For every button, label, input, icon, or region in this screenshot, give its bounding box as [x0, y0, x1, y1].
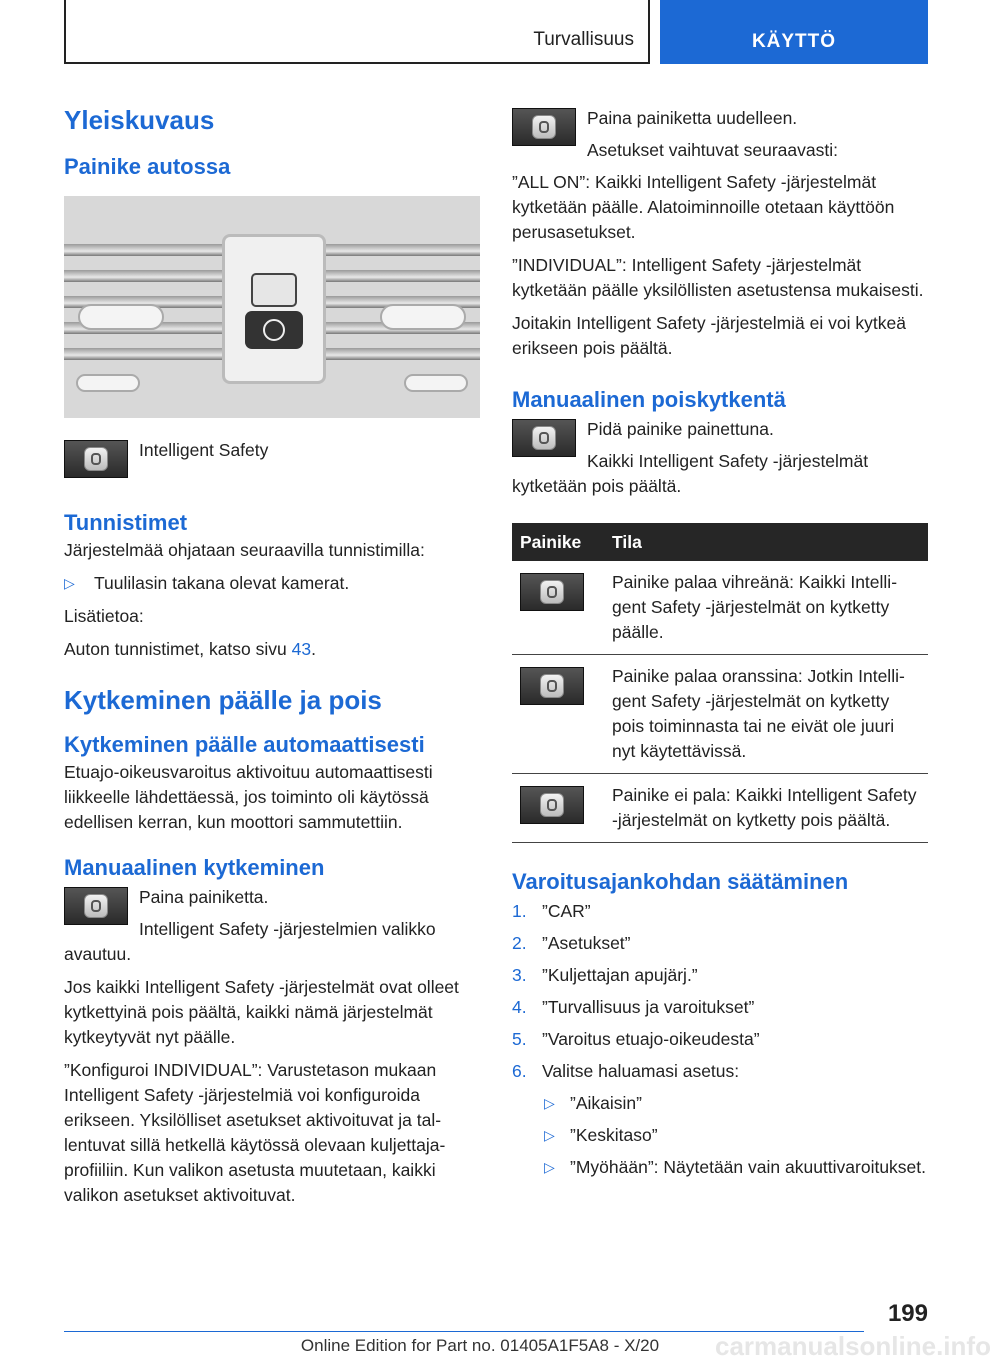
manual-off-step: [512, 417, 928, 481]
state-orange: Painike palaa oranssina: Jotkin Intelligent Safety -järjestelmät on kytketty pois toiminnasta tai ne eivät ole juuri nyt käytettävissä.: [604, 655, 928, 774]
heading-warning-timing: Varoitusajankohdan säätäminen: [512, 869, 849, 894]
list-item: 1. ”CAR”: [512, 901, 591, 921]
table-header-row: [512, 523, 928, 561]
list-item: ▷ ”Aikaisin”: [512, 1091, 928, 1116]
intelligent-safety-icon: [64, 440, 128, 478]
more-info-label: Lisätietoa:: [64, 606, 144, 626]
table-row: [512, 774, 928, 843]
button-location-photo: [64, 196, 480, 418]
page-link-43[interactable]: 43: [291, 639, 312, 659]
manual-off-result: Kaikki Intelligent Safety -järjestelmät kytketään pois päältä.: [512, 451, 869, 496]
right-column: [512, 100, 928, 1180]
table-header-button: Painike: [512, 523, 604, 561]
chapter-tab: [660, 0, 928, 64]
list-item: 6. Valitse haluamasi asetus:: [512, 1061, 740, 1081]
intelligent-safety-icon: [512, 108, 576, 146]
some-cannot-text: Joitakin Intelligent Safety -järjestelmiä ei voi kytkeä erikseen pois päältä.: [512, 313, 906, 358]
intelligent-safety-icon: [512, 419, 576, 457]
heading-switching: Kytkeminen päälle ja pois: [64, 685, 382, 715]
triangle-bullet-icon: ▷: [544, 1127, 555, 1143]
state-off: Painike ei pala: Kaikki Intelligent Safety -järjestelmät on kytketty pois päältä.: [604, 774, 928, 843]
triangle-bullet-icon: ▷: [544, 1095, 555, 1111]
page-number: 199: [887, 1300, 928, 1327]
triangle-bullet-icon: ▷: [64, 575, 75, 591]
sensors-intro: Järjestelmää ohjataan seuraavilla tunnistimilla:: [64, 540, 425, 560]
list-item: 5. ”Varoitus etuajo-oikeudesta”: [512, 1029, 760, 1049]
heading-manual-on: Manuaalinen kytkeminen: [64, 855, 325, 880]
timing-steps: [512, 899, 928, 1180]
all-on-text: ”ALL ON”: Kaikki Intelligent Safety -järjestelmät kytketään päälle. Alatoiminnoille otetaan käyttöön perusasetukset.: [512, 172, 895, 242]
intelligent-safety-icon: [520, 667, 584, 705]
sensors-reference: Auton tunnistimet, katso sivu 43.: [64, 639, 316, 659]
heading-button-in-car: Painike autossa: [64, 154, 231, 179]
press-again-step: [512, 106, 928, 170]
manual-on-step: [64, 885, 480, 949]
section-title: Turvallisuus: [533, 29, 634, 50]
manual-on-configure: ”Konfiguroi INDIVIDUAL”: Varustetason mukaan Intelligent Safety -järjestelmiä voi konfiguroida erikseen. Yksilölliset asetukset aktivoituvat ja tallentuvat sillä hetkellä käytössä olevaan kuljettajaprofiiliin. Kun valikon asetusta muutetaan, kaikki valikon asetukset aktivoituvat.: [64, 1060, 446, 1205]
press-again-text: Paina painiketta uudelleen.: [587, 108, 798, 128]
individual-text: ”INDIVIDUAL”: Intelligent Safety -järjestelmät kytketään päälle yksilöllisten asetustensa mukaisesti.: [512, 255, 924, 300]
list-item: 4. ”Turvallisuus ja varoitukset”: [512, 997, 755, 1017]
intelligent-safety-button-photo: [245, 311, 303, 349]
button-legend: [64, 438, 480, 490]
manual-on-all-off: Jos kaikki Intelligent Safety -järjestelmät ovat olleet kytkettyinä pois päältä, kaikki nämä järjestelmät kytkeytyvät nyt päälle.: [64, 977, 459, 1047]
list-item: ▷ ”Myöhään”: Näytetään vain akuuttivaroitukset.: [512, 1155, 928, 1180]
manual-on-menu: Intelligent Safety -järjestelmien valikko avautuu.: [64, 919, 436, 964]
state-green: Painike palaa vihreänä: Kaikki Intelligent Safety -järjestelmät on kytketty päälle.: [604, 561, 928, 655]
manual-off-hold: Pidä painike painettuna.: [587, 419, 774, 439]
intelligent-safety-icon: [520, 786, 584, 824]
list-item: ▷ ”Keskitaso”: [512, 1123, 928, 1148]
watermark-brand: carmanualsonline.info: [715, 1331, 991, 1361]
sensors-item: Tuulilasin takana olevat kamerat.: [94, 573, 350, 593]
page-header: [64, 0, 928, 64]
heading-sensors: Tunnistimet: [64, 510, 188, 535]
center-console-panel: [222, 234, 326, 384]
footer-edition: Online Edition for Part no. 01405A1F5A8 - X/20: [300, 1336, 660, 1355]
auto-switch-text: Etuajo-oikeusvaroitus aktivoituu automaattisesti liikkeelle lähdettäessä, jos toiminto oli käytössä edellisen kerran, kun moottori sammutettiin.: [64, 762, 433, 832]
manual-on-press: Paina painiketta.: [139, 887, 269, 907]
table-header-state: Tila: [604, 523, 928, 561]
button-state-table: [512, 523, 928, 843]
heading-overview: Yleiskuvaus: [64, 105, 215, 135]
heading-manual-off: Manuaalinen poiskytkentä: [512, 387, 786, 412]
left-column: [64, 100, 480, 1208]
list-item: 2. ”Asetukset”: [512, 933, 631, 953]
list-item: [64, 571, 480, 596]
button-label: Intelligent Safety: [139, 440, 269, 460]
heading-auto-switch: Kytkeminen päälle automaattisesti: [64, 732, 425, 757]
intelligent-safety-icon: [520, 573, 584, 611]
list-item: 3. ”Kuljettajan apujärj.”: [512, 965, 698, 985]
table-row: [512, 655, 928, 774]
intelligent-safety-icon: [64, 887, 128, 925]
table-row: [512, 561, 928, 655]
settings-change-text: Asetukset vaihtuvat seuraavasti:: [587, 140, 838, 160]
section-tab: [64, 0, 650, 64]
triangle-bullet-icon: ▷: [544, 1159, 555, 1175]
chapter-title: KÄYTTÖ: [751, 31, 837, 52]
